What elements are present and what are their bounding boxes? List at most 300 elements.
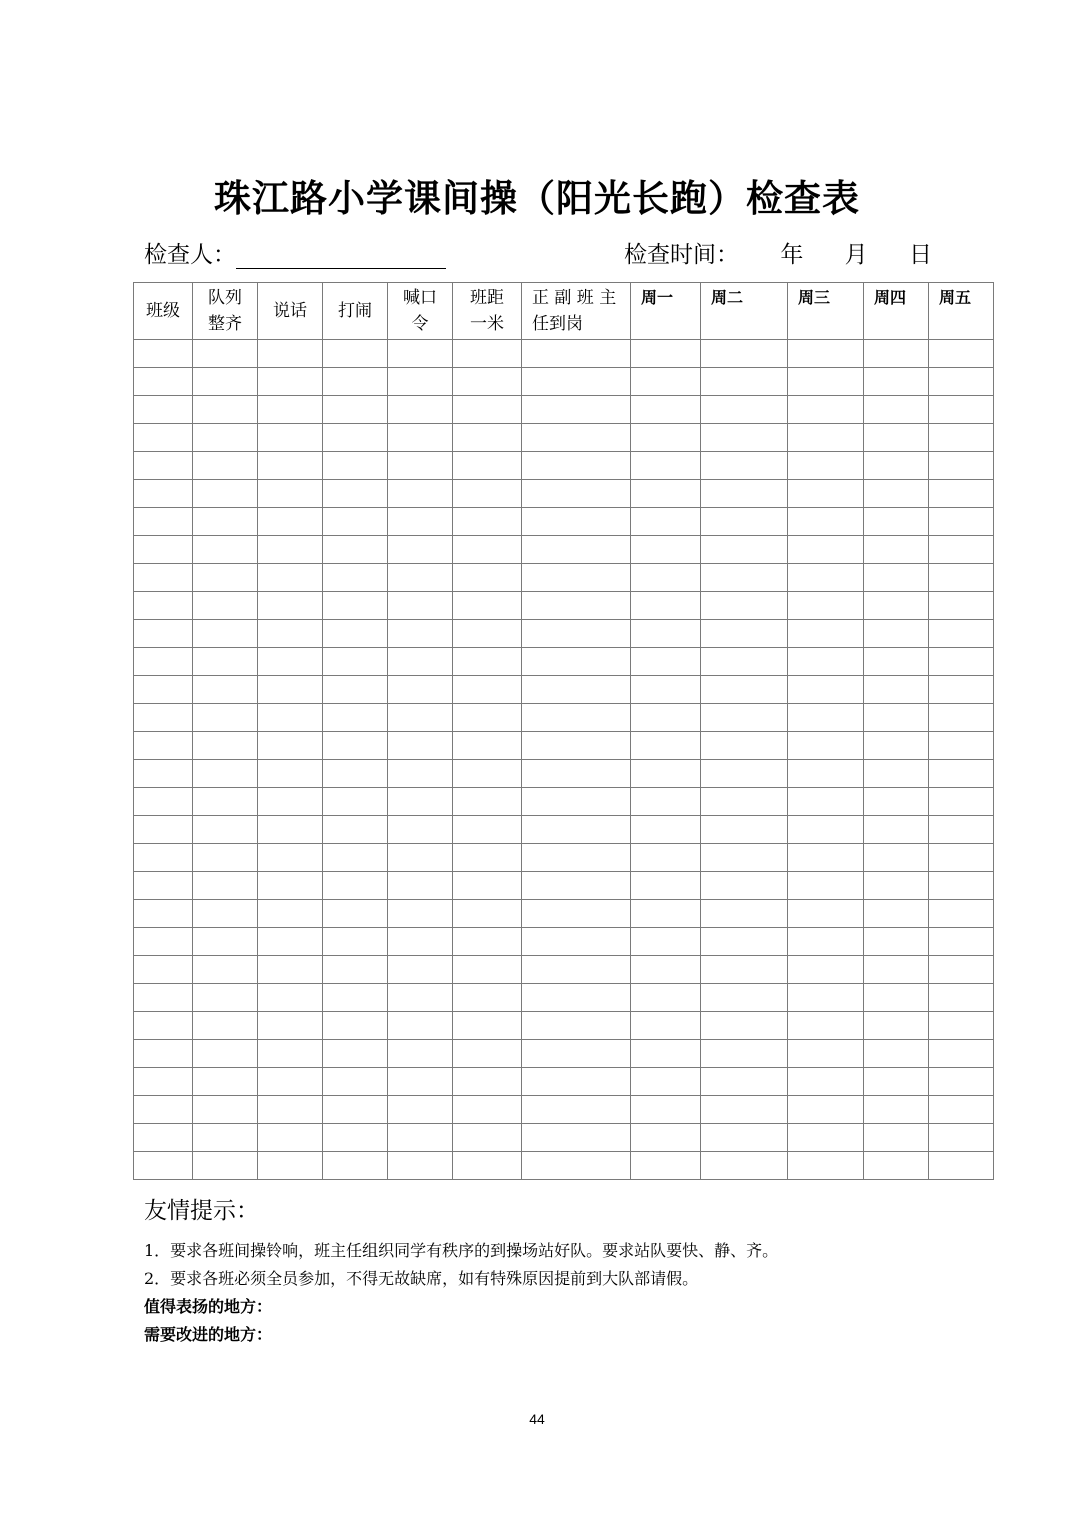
table-cell[interactable] [864,424,929,452]
table-cell[interactable] [453,844,522,872]
table-cell[interactable] [323,1124,388,1152]
table-cell[interactable] [788,760,864,788]
table-cell[interactable] [193,1124,258,1152]
table-cell[interactable] [193,760,258,788]
table-cell[interactable] [701,452,788,480]
table-cell[interactable] [453,760,522,788]
table-cell[interactable] [453,1040,522,1068]
table-cell[interactable] [864,1012,929,1040]
table-cell[interactable] [788,1040,864,1068]
table-cell[interactable] [631,480,701,508]
table-cell[interactable] [323,844,388,872]
table-cell[interactable] [453,732,522,760]
table-cell[interactable] [134,1012,193,1040]
table-cell[interactable] [788,956,864,984]
table-cell[interactable] [929,1068,994,1096]
table-cell[interactable] [453,704,522,732]
table-cell[interactable] [193,788,258,816]
table-cell[interactable] [193,900,258,928]
table-cell[interactable] [134,872,193,900]
table-cell[interactable] [388,368,453,396]
table-cell[interactable] [323,900,388,928]
table-cell[interactable] [323,452,388,480]
table-cell[interactable] [193,704,258,732]
table-cell[interactable] [323,564,388,592]
table-cell[interactable] [258,1012,323,1040]
table-cell[interactable] [788,592,864,620]
table-cell[interactable] [929,1096,994,1124]
table-cell[interactable] [929,816,994,844]
table-cell[interactable] [193,396,258,424]
table-cell[interactable] [788,928,864,956]
table-cell[interactable] [788,340,864,368]
table-cell[interactable] [701,1152,788,1180]
table-cell[interactable] [134,396,193,424]
table-cell[interactable] [701,1012,788,1040]
table-cell[interactable] [388,1096,453,1124]
table-cell[interactable] [929,536,994,564]
table-cell[interactable] [453,984,522,1012]
table-cell[interactable] [631,368,701,396]
table-cell[interactable] [388,788,453,816]
table-cell[interactable] [788,704,864,732]
table-cell[interactable] [134,732,193,760]
table-cell[interactable] [323,340,388,368]
table-cell[interactable] [453,676,522,704]
table-cell[interactable] [864,900,929,928]
table-cell[interactable] [193,340,258,368]
table-cell[interactable] [522,396,631,424]
table-cell[interactable] [453,928,522,956]
table-cell[interactable] [522,844,631,872]
table-cell[interactable] [258,928,323,956]
table-cell[interactable] [522,956,631,984]
table-cell[interactable] [929,1012,994,1040]
table-cell[interactable] [453,648,522,676]
table-cell[interactable] [522,760,631,788]
table-cell[interactable] [929,984,994,1012]
table-cell[interactable] [788,676,864,704]
table-cell[interactable] [453,396,522,424]
table-cell[interactable] [453,564,522,592]
table-cell[interactable] [134,844,193,872]
table-cell[interactable] [388,508,453,536]
table-cell[interactable] [522,424,631,452]
table-cell[interactable] [864,340,929,368]
table-cell[interactable] [134,984,193,1012]
table-cell[interactable] [864,480,929,508]
table-cell[interactable] [522,1152,631,1180]
table-cell[interactable] [388,396,453,424]
table-cell[interactable] [929,452,994,480]
table-cell[interactable] [929,396,994,424]
table-cell[interactable] [453,340,522,368]
table-cell[interactable] [701,1040,788,1068]
table-cell[interactable] [864,452,929,480]
table-cell[interactable] [929,424,994,452]
table-cell[interactable] [929,620,994,648]
table-cell[interactable] [323,536,388,564]
table-cell[interactable] [864,844,929,872]
table-cell[interactable] [864,788,929,816]
table-cell[interactable] [134,564,193,592]
table-cell[interactable] [864,816,929,844]
table-cell[interactable] [388,536,453,564]
table-cell[interactable] [453,816,522,844]
table-cell[interactable] [864,984,929,1012]
table-cell[interactable] [388,1012,453,1040]
table-cell[interactable] [864,704,929,732]
table-cell[interactable] [631,1096,701,1124]
table-cell[interactable] [522,536,631,564]
table-cell[interactable] [258,844,323,872]
table-cell[interactable] [631,648,701,676]
table-cell[interactable] [258,564,323,592]
table-cell[interactable] [193,1096,258,1124]
table-cell[interactable] [788,1124,864,1152]
table-cell[interactable] [323,1096,388,1124]
table-cell[interactable] [134,760,193,788]
table-cell[interactable] [631,704,701,732]
table-cell[interactable] [701,760,788,788]
table-cell[interactable] [631,592,701,620]
table-cell[interactable] [388,844,453,872]
table-cell[interactable] [258,1068,323,1096]
table-cell[interactable] [193,844,258,872]
table-cell[interactable] [522,928,631,956]
table-cell[interactable] [193,368,258,396]
table-cell[interactable] [788,452,864,480]
table-cell[interactable] [788,1068,864,1096]
table-cell[interactable] [134,452,193,480]
table-cell[interactable] [323,1152,388,1180]
table-cell[interactable] [193,816,258,844]
table-cell[interactable] [388,564,453,592]
table-cell[interactable] [788,368,864,396]
table-cell[interactable] [788,844,864,872]
table-cell[interactable] [193,452,258,480]
table-cell[interactable] [788,648,864,676]
table-cell[interactable] [134,788,193,816]
table-cell[interactable] [388,648,453,676]
table-cell[interactable] [522,732,631,760]
table-cell[interactable] [453,872,522,900]
table-cell[interactable] [388,340,453,368]
table-cell[interactable] [929,704,994,732]
table-cell[interactable] [323,620,388,648]
table-cell[interactable] [788,396,864,424]
table-cell[interactable] [929,564,994,592]
table-cell[interactable] [134,1124,193,1152]
table-cell[interactable] [323,956,388,984]
table-cell[interactable] [453,1152,522,1180]
table-cell[interactable] [701,424,788,452]
table-cell[interactable] [522,1040,631,1068]
table-cell[interactable] [134,536,193,564]
table-cell[interactable] [864,592,929,620]
table-cell[interactable] [864,536,929,564]
table-cell[interactable] [134,480,193,508]
table-cell[interactable] [453,452,522,480]
table-cell[interactable] [388,732,453,760]
table-cell[interactable] [929,508,994,536]
table-cell[interactable] [258,676,323,704]
table-cell[interactable] [193,592,258,620]
table-cell[interactable] [631,788,701,816]
table-cell[interactable] [258,620,323,648]
table-cell[interactable] [929,956,994,984]
table-cell[interactable] [258,508,323,536]
table-cell[interactable] [864,1068,929,1096]
table-cell[interactable] [388,760,453,788]
table-cell[interactable] [323,760,388,788]
table-cell[interactable] [522,872,631,900]
table-cell[interactable] [864,1096,929,1124]
table-cell[interactable] [453,368,522,396]
table-cell[interactable] [929,676,994,704]
table-cell[interactable] [929,872,994,900]
table-cell[interactable] [522,704,631,732]
table-cell[interactable] [631,928,701,956]
table-cell[interactable] [701,676,788,704]
table-cell[interactable] [788,816,864,844]
table-cell[interactable] [323,508,388,536]
table-cell[interactable] [134,1152,193,1180]
table-cell[interactable] [258,984,323,1012]
table-cell[interactable] [193,564,258,592]
table-cell[interactable] [929,928,994,956]
table-cell[interactable] [323,368,388,396]
table-cell[interactable] [631,1124,701,1152]
table-cell[interactable] [134,816,193,844]
table-cell[interactable] [388,1124,453,1152]
table-cell[interactable] [701,844,788,872]
table-cell[interactable] [701,620,788,648]
table-cell[interactable] [929,844,994,872]
table-cell[interactable] [864,872,929,900]
table-cell[interactable] [631,1068,701,1096]
table-cell[interactable] [522,1124,631,1152]
table-cell[interactable] [864,1152,929,1180]
table-cell[interactable] [522,1068,631,1096]
table-cell[interactable] [323,984,388,1012]
table-cell[interactable] [134,928,193,956]
table-cell[interactable] [134,676,193,704]
table-cell[interactable] [388,480,453,508]
table-cell[interactable] [193,620,258,648]
table-cell[interactable] [788,1012,864,1040]
table-cell[interactable] [631,1040,701,1068]
table-cell[interactable] [701,368,788,396]
table-cell[interactable] [258,872,323,900]
table-cell[interactable] [864,620,929,648]
table-cell[interactable] [788,900,864,928]
table-cell[interactable] [134,1040,193,1068]
table-cell[interactable] [193,984,258,1012]
table-cell[interactable] [323,732,388,760]
table-cell[interactable] [522,1096,631,1124]
table-cell[interactable] [258,536,323,564]
table-cell[interactable] [453,1012,522,1040]
table-cell[interactable] [701,340,788,368]
table-cell[interactable] [701,816,788,844]
table-cell[interactable] [522,564,631,592]
table-cell[interactable] [258,956,323,984]
table-cell[interactable] [788,732,864,760]
table-cell[interactable] [701,900,788,928]
table-cell[interactable] [193,732,258,760]
table-cell[interactable] [453,620,522,648]
table-cell[interactable] [788,536,864,564]
table-cell[interactable] [631,340,701,368]
table-cell[interactable] [522,452,631,480]
table-cell[interactable] [631,956,701,984]
table-cell[interactable] [864,928,929,956]
table-cell[interactable] [193,1068,258,1096]
table-cell[interactable] [631,396,701,424]
table-cell[interactable] [258,396,323,424]
table-cell[interactable] [864,508,929,536]
table-cell[interactable] [631,424,701,452]
table-cell[interactable] [929,732,994,760]
table-cell[interactable] [631,900,701,928]
table-cell[interactable] [788,872,864,900]
table-cell[interactable] [193,928,258,956]
table-cell[interactable] [522,368,631,396]
table-cell[interactable] [388,620,453,648]
table-cell[interactable] [258,760,323,788]
table-cell[interactable] [864,368,929,396]
table-cell[interactable] [453,956,522,984]
table-cell[interactable] [631,844,701,872]
table-cell[interactable] [453,508,522,536]
table-cell[interactable] [929,760,994,788]
table-cell[interactable] [258,424,323,452]
table-cell[interactable] [929,368,994,396]
table-cell[interactable] [788,480,864,508]
table-cell[interactable] [701,1124,788,1152]
table-cell[interactable] [522,900,631,928]
table-cell[interactable] [258,1124,323,1152]
table-cell[interactable] [788,984,864,1012]
table-cell[interactable] [453,536,522,564]
table-cell[interactable] [631,760,701,788]
table-cell[interactable] [193,424,258,452]
table-cell[interactable] [522,1012,631,1040]
table-cell[interactable] [788,1152,864,1180]
table-cell[interactable] [388,816,453,844]
table-cell[interactable] [522,508,631,536]
table-cell[interactable] [388,704,453,732]
table-cell[interactable] [323,928,388,956]
table-cell[interactable] [323,788,388,816]
table-cell[interactable] [929,1152,994,1180]
table-cell[interactable] [134,620,193,648]
table-cell[interactable] [193,872,258,900]
table-cell[interactable] [631,732,701,760]
table-cell[interactable] [388,676,453,704]
table-cell[interactable] [631,984,701,1012]
table-cell[interactable] [701,928,788,956]
table-cell[interactable] [631,1012,701,1040]
table-cell[interactable] [388,900,453,928]
table-cell[interactable] [323,1012,388,1040]
table-cell[interactable] [388,956,453,984]
table-cell[interactable] [701,1068,788,1096]
table-cell[interactable] [193,1152,258,1180]
table-cell[interactable] [258,816,323,844]
table-cell[interactable] [701,564,788,592]
table-cell[interactable] [453,788,522,816]
table-cell[interactable] [522,676,631,704]
table-cell[interactable] [258,1152,323,1180]
table-cell[interactable] [258,732,323,760]
table-cell[interactable] [788,508,864,536]
table-cell[interactable] [388,592,453,620]
table-cell[interactable] [701,508,788,536]
table-cell[interactable] [864,760,929,788]
table-cell[interactable] [929,900,994,928]
table-cell[interactable] [258,648,323,676]
table-cell[interactable] [929,788,994,816]
table-cell[interactable] [258,788,323,816]
table-cell[interactable] [258,480,323,508]
table-cell[interactable] [134,368,193,396]
table-cell[interactable] [522,592,631,620]
table-cell[interactable] [134,592,193,620]
table-cell[interactable] [258,452,323,480]
table-cell[interactable] [258,1096,323,1124]
table-cell[interactable] [701,592,788,620]
table-cell[interactable] [258,1040,323,1068]
table-cell[interactable] [864,648,929,676]
table-cell[interactable] [701,648,788,676]
table-cell[interactable] [929,480,994,508]
table-cell[interactable] [453,1068,522,1096]
table-cell[interactable] [631,620,701,648]
table-cell[interactable] [631,816,701,844]
table-cell[interactable] [134,1096,193,1124]
table-cell[interactable] [453,1096,522,1124]
table-cell[interactable] [134,1068,193,1096]
table-cell[interactable] [864,956,929,984]
table-cell[interactable] [522,620,631,648]
table-cell[interactable] [522,788,631,816]
table-cell[interactable] [193,1040,258,1068]
table-cell[interactable] [453,900,522,928]
table-cell[interactable] [864,1124,929,1152]
table-cell[interactable] [193,536,258,564]
table-cell[interactable] [453,592,522,620]
table-cell[interactable] [258,592,323,620]
table-cell[interactable] [929,1124,994,1152]
table-cell[interactable] [631,536,701,564]
table-cell[interactable] [323,648,388,676]
table-cell[interactable] [701,732,788,760]
table-cell[interactable] [864,396,929,424]
table-cell[interactable] [522,984,631,1012]
table-cell[interactable] [631,872,701,900]
table-cell[interactable] [193,508,258,536]
table-cell[interactable] [631,1152,701,1180]
table-cell[interactable] [453,480,522,508]
table-cell[interactable] [134,956,193,984]
table-cell[interactable] [193,648,258,676]
table-cell[interactable] [701,536,788,564]
table-cell[interactable] [323,396,388,424]
table-cell[interactable] [701,984,788,1012]
table-cell[interactable] [631,452,701,480]
